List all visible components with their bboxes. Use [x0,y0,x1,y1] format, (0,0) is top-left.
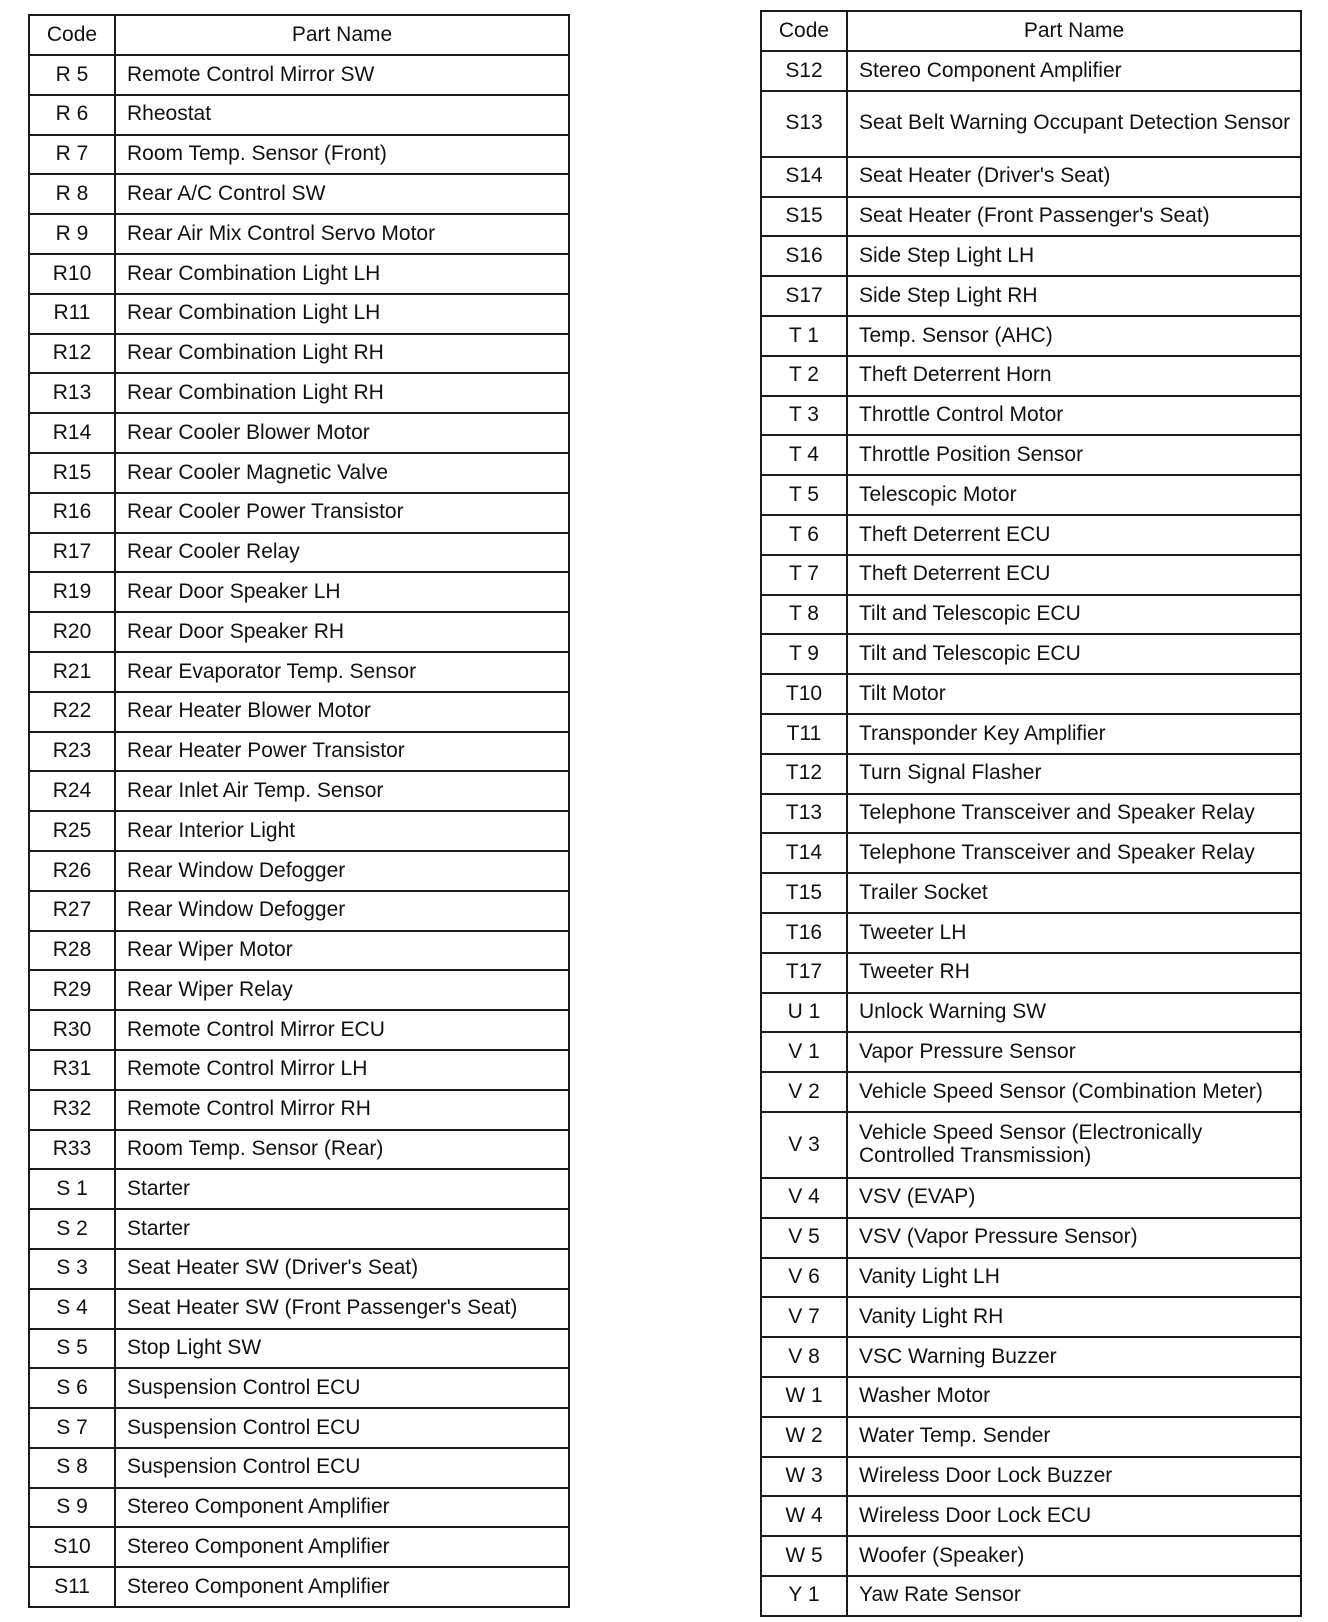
table-row [29,453,569,493]
part-name-cell: Washer Motor [847,1377,1301,1417]
table-row [29,612,569,652]
part-code-cell: T 5 [761,475,847,515]
table-row [761,51,1301,91]
table-row [29,1329,569,1369]
part-code-cell: R30 [29,1010,115,1050]
part-name-cell: Rear A/C Control SW [115,174,569,214]
part-name-cell: Rear Wiper Relay [115,970,569,1010]
table-row [29,254,569,294]
part-code-cell: R 8 [29,174,115,214]
table-row [29,1408,569,1448]
parts-table-right [760,10,1302,1617]
part-name-cell: Remote Control Mirror SW [115,55,569,95]
part-name-cell: Tweeter RH [847,953,1301,993]
table-row [29,771,569,811]
table-row [29,413,569,453]
table-row [761,1258,1301,1298]
part-code-cell: R27 [29,891,115,931]
table-row [29,533,569,573]
part-name-cell: Vapor Pressure Sensor [847,1032,1301,1072]
part-name-column-header: Part Name [847,11,1301,51]
part-name-cell: Telescopic Motor [847,475,1301,515]
part-code-cell: R11 [29,294,115,334]
part-name-cell: Vehicle Speed Sensor (Electronically Controlled Transmission) [847,1112,1301,1178]
table-row [29,55,569,95]
part-code-cell: R26 [29,851,115,891]
part-code-cell: T12 [761,754,847,794]
table-row [29,1010,569,1050]
table-row [29,1448,569,1488]
table-row [761,714,1301,754]
code-column-header: Code [29,15,115,55]
part-name-cell: Rear Combination Light RH [115,334,569,374]
part-code-cell: R17 [29,533,115,573]
table-row [29,851,569,891]
part-name-cell: Woofer (Speaker) [847,1536,1301,1576]
table-row [761,873,1301,913]
part-name-cell: Rear Combination Light LH [115,294,569,334]
part-code-cell: S 5 [29,1329,115,1369]
table-row [29,1209,569,1249]
table-row [761,515,1301,555]
part-name-cell: Telephone Transceiver and Speaker Relay [847,794,1301,834]
table-row [761,1032,1301,1072]
table-row [761,1112,1301,1178]
part-name-cell: Starter [115,1209,569,1249]
part-name-cell: Seat Heater SW (Driver's Seat) [115,1249,569,1289]
part-name-cell: Turn Signal Flasher [847,754,1301,794]
part-name-cell: Rear Air Mix Control Servo Motor [115,214,569,254]
table-row [29,732,569,772]
part-code-cell: S 6 [29,1368,115,1408]
part-code-cell: T 9 [761,634,847,674]
part-code-cell: R33 [29,1130,115,1170]
part-name-cell: Rear Evaporator Temp. Sensor [115,652,569,692]
part-name-cell: Rear Cooler Blower Motor [115,413,569,453]
table-row [29,970,569,1010]
part-code-cell: V 1 [761,1032,847,1072]
table-row [761,794,1301,834]
part-code-cell: V 4 [761,1178,847,1218]
part-name-cell: Rear Wiper Motor [115,931,569,971]
part-code-cell: S 8 [29,1448,115,1488]
part-code-cell: R21 [29,652,115,692]
table-row [761,197,1301,237]
part-code-cell: S14 [761,157,847,197]
part-code-cell: R28 [29,931,115,971]
table-row [761,396,1301,436]
part-name-cell: Room Temp. Sensor (Front) [115,135,569,175]
part-name-cell: Wireless Door Lock ECU [847,1496,1301,1536]
table-row [29,214,569,254]
part-name-cell: Stereo Component Amplifier [115,1527,569,1567]
part-name-cell: Remote Control Mirror ECU [115,1010,569,1050]
part-code-cell: R14 [29,413,115,453]
part-name-cell: Rear Combination Light RH [115,373,569,413]
part-name-cell: Tilt Motor [847,674,1301,714]
part-code-cell: S11 [29,1567,115,1607]
table-row [29,1169,569,1209]
part-name-cell: Rear Heater Power Transistor [115,732,569,772]
part-code-cell: R15 [29,453,115,493]
part-name-cell: Rear Window Defogger [115,851,569,891]
part-code-cell: R29 [29,970,115,1010]
part-name-cell: Room Temp. Sensor (Rear) [115,1130,569,1170]
part-code-cell: R22 [29,692,115,732]
part-code-cell: S 1 [29,1169,115,1209]
part-name-cell: VSV (Vapor Pressure Sensor) [847,1218,1301,1258]
part-name-cell: Side Step Light LH [847,236,1301,276]
part-code-cell: T 3 [761,396,847,436]
table-row [761,1178,1301,1218]
table-row [761,1417,1301,1457]
part-name-cell: Yaw Rate Sensor [847,1576,1301,1616]
part-code-cell: R 5 [29,55,115,95]
part-code-cell: R13 [29,373,115,413]
part-name-cell: Remote Control Mirror LH [115,1050,569,1090]
part-name-cell: Theft Deterrent ECU [847,555,1301,595]
table-row [761,475,1301,515]
part-name-cell: Stereo Component Amplifier [847,51,1301,91]
part-name-cell: Suspension Control ECU [115,1408,569,1448]
part-name-cell: Trailer Socket [847,873,1301,913]
part-name-cell: Stop Light SW [115,1329,569,1369]
part-name-cell: Rear Door Speaker LH [115,572,569,612]
part-name-cell: Water Temp. Sender [847,1417,1301,1457]
part-code-cell: R 6 [29,95,115,135]
table-row [29,1050,569,1090]
part-code-cell: T 1 [761,316,847,356]
part-code-cell: W 1 [761,1377,847,1417]
table-row [761,91,1301,157]
part-name-cell: Stereo Component Amplifier [115,1488,569,1528]
table-row [29,692,569,732]
part-code-cell: T11 [761,714,847,754]
part-code-cell: T 2 [761,356,847,396]
part-code-cell: V 5 [761,1218,847,1258]
part-name-cell: Rear Cooler Relay [115,533,569,573]
part-code-cell: T 8 [761,595,847,635]
table-row [761,1576,1301,1616]
part-code-cell: S17 [761,276,847,316]
part-code-cell: V 2 [761,1072,847,1112]
part-name-cell: VSV (EVAP) [847,1178,1301,1218]
part-code-cell: V 6 [761,1258,847,1298]
table-row [29,135,569,175]
part-name-cell: Tilt and Telescopic ECU [847,634,1301,674]
part-name-cell: Unlock Warning SW [847,993,1301,1033]
part-code-cell: R 7 [29,135,115,175]
table-row [29,652,569,692]
part-name-cell: Rear Inlet Air Temp. Sensor [115,771,569,811]
part-code-cell: T13 [761,794,847,834]
part-code-cell: R23 [29,732,115,772]
part-code-cell: R24 [29,771,115,811]
table-row [29,1488,569,1528]
part-code-cell: T10 [761,674,847,714]
part-code-cell: S16 [761,236,847,276]
table-row [761,1496,1301,1536]
table-row [761,1218,1301,1258]
part-code-cell: R20 [29,612,115,652]
part-code-cell: R32 [29,1090,115,1130]
table-row [29,811,569,851]
table-row [761,157,1301,197]
part-name-cell: Rear Combination Light LH [115,254,569,294]
table-row [761,953,1301,993]
table-row [29,1249,569,1289]
part-name-column-header: Part Name [115,15,569,55]
part-name-cell: Tilt and Telescopic ECU [847,595,1301,635]
part-name-cell: Transponder Key Amplifier [847,714,1301,754]
part-name-cell: Rear Door Speaker RH [115,612,569,652]
part-code-cell: W 3 [761,1457,847,1497]
part-name-cell: Seat Heater SW (Front Passenger's Seat) [115,1289,569,1329]
table-row [29,891,569,931]
part-code-cell: R25 [29,811,115,851]
table-row [761,1072,1301,1112]
part-code-cell: T17 [761,953,847,993]
part-name-cell: Vanity Light RH [847,1297,1301,1337]
part-code-cell: S 3 [29,1249,115,1289]
part-code-cell: V 7 [761,1297,847,1337]
part-name-cell: Theft Deterrent ECU [847,515,1301,555]
table-row [761,555,1301,595]
part-name-cell: Rear Cooler Magnetic Valve [115,453,569,493]
table-row [761,913,1301,953]
table-row [761,833,1301,873]
part-name-cell: Seat Heater (Driver's Seat) [847,157,1301,197]
part-code-cell: S10 [29,1527,115,1567]
part-code-cell: Y 1 [761,1576,847,1616]
part-name-cell: Vanity Light LH [847,1258,1301,1298]
table-row [761,1377,1301,1417]
part-name-cell: Rear Heater Blower Motor [115,692,569,732]
part-name-cell: Rear Interior Light [115,811,569,851]
part-name-cell: Theft Deterrent Horn [847,356,1301,396]
part-name-cell: Throttle Position Sensor [847,435,1301,475]
table-row [29,1289,569,1329]
part-name-cell: Wireless Door Lock Buzzer [847,1457,1301,1497]
part-name-cell: Rheostat [115,95,569,135]
part-name-cell: Starter [115,1169,569,1209]
part-code-cell: T 6 [761,515,847,555]
part-name-cell: Suspension Control ECU [115,1368,569,1408]
table-row [29,174,569,214]
part-name-cell: Rear Window Defogger [115,891,569,931]
part-code-cell: S12 [761,51,847,91]
part-code-cell: S 9 [29,1488,115,1528]
table-header-row [29,15,569,55]
part-code-cell: S13 [761,91,847,157]
part-code-cell: S 7 [29,1408,115,1448]
part-name-cell: Seat Heater (Front Passenger's Seat) [847,197,1301,237]
part-code-cell: V 3 [761,1112,847,1178]
part-code-cell: S15 [761,197,847,237]
table-row [761,236,1301,276]
part-name-cell: Tweeter LH [847,913,1301,953]
part-code-cell: R10 [29,254,115,294]
table-row [29,1368,569,1408]
code-column-header: Code [761,11,847,51]
table-row [761,1337,1301,1377]
parts-table-left [28,14,570,1608]
table-row [761,1536,1301,1576]
table-row [29,294,569,334]
table-row [761,435,1301,475]
part-code-cell: V 8 [761,1337,847,1377]
part-code-cell: S 2 [29,1209,115,1249]
table-row [761,634,1301,674]
part-code-cell: T14 [761,833,847,873]
table-row [29,931,569,971]
part-code-cell: R 9 [29,214,115,254]
table-row [761,276,1301,316]
table-row [761,595,1301,635]
table-row [29,1527,569,1567]
table-row [761,674,1301,714]
table-row [29,95,569,135]
part-code-cell: W 5 [761,1536,847,1576]
table-row [761,1457,1301,1497]
table-row [29,493,569,533]
part-code-cell: T 4 [761,435,847,475]
part-name-cell: Side Step Light RH [847,276,1301,316]
part-name-cell: Vehicle Speed Sensor (Combination Meter) [847,1072,1301,1112]
part-code-cell: R31 [29,1050,115,1090]
part-code-cell: R16 [29,493,115,533]
part-code-cell: R12 [29,334,115,374]
part-code-cell: W 4 [761,1496,847,1536]
table-row [29,572,569,612]
part-code-cell: T 7 [761,555,847,595]
table-row [761,754,1301,794]
part-name-cell: Telephone Transceiver and Speaker Relay [847,833,1301,873]
part-name-cell: Remote Control Mirror RH [115,1090,569,1130]
table-row [761,1297,1301,1337]
part-code-cell: T16 [761,913,847,953]
part-name-cell: Seat Belt Warning Occupant Detection Sensor [847,91,1301,157]
part-code-cell: S 4 [29,1289,115,1329]
part-code-cell: W 2 [761,1417,847,1457]
part-code-cell: R19 [29,572,115,612]
table-row [29,1130,569,1170]
table-row [761,993,1301,1033]
table-row [761,356,1301,396]
part-name-cell: Throttle Control Motor [847,396,1301,436]
part-name-cell: Rear Cooler Power Transistor [115,493,569,533]
part-name-cell: Temp. Sensor (AHC) [847,316,1301,356]
part-name-cell: Suspension Control ECU [115,1448,569,1488]
table-row [29,1567,569,1607]
table-header-row [761,11,1301,51]
part-code-cell: T15 [761,873,847,913]
part-code-cell: U 1 [761,993,847,1033]
table-row [29,1090,569,1130]
part-name-cell: Stereo Component Amplifier [115,1567,569,1607]
table-row [29,373,569,413]
part-name-cell: VSC Warning Buzzer [847,1337,1301,1377]
table-row [29,334,569,374]
table-row [761,316,1301,356]
